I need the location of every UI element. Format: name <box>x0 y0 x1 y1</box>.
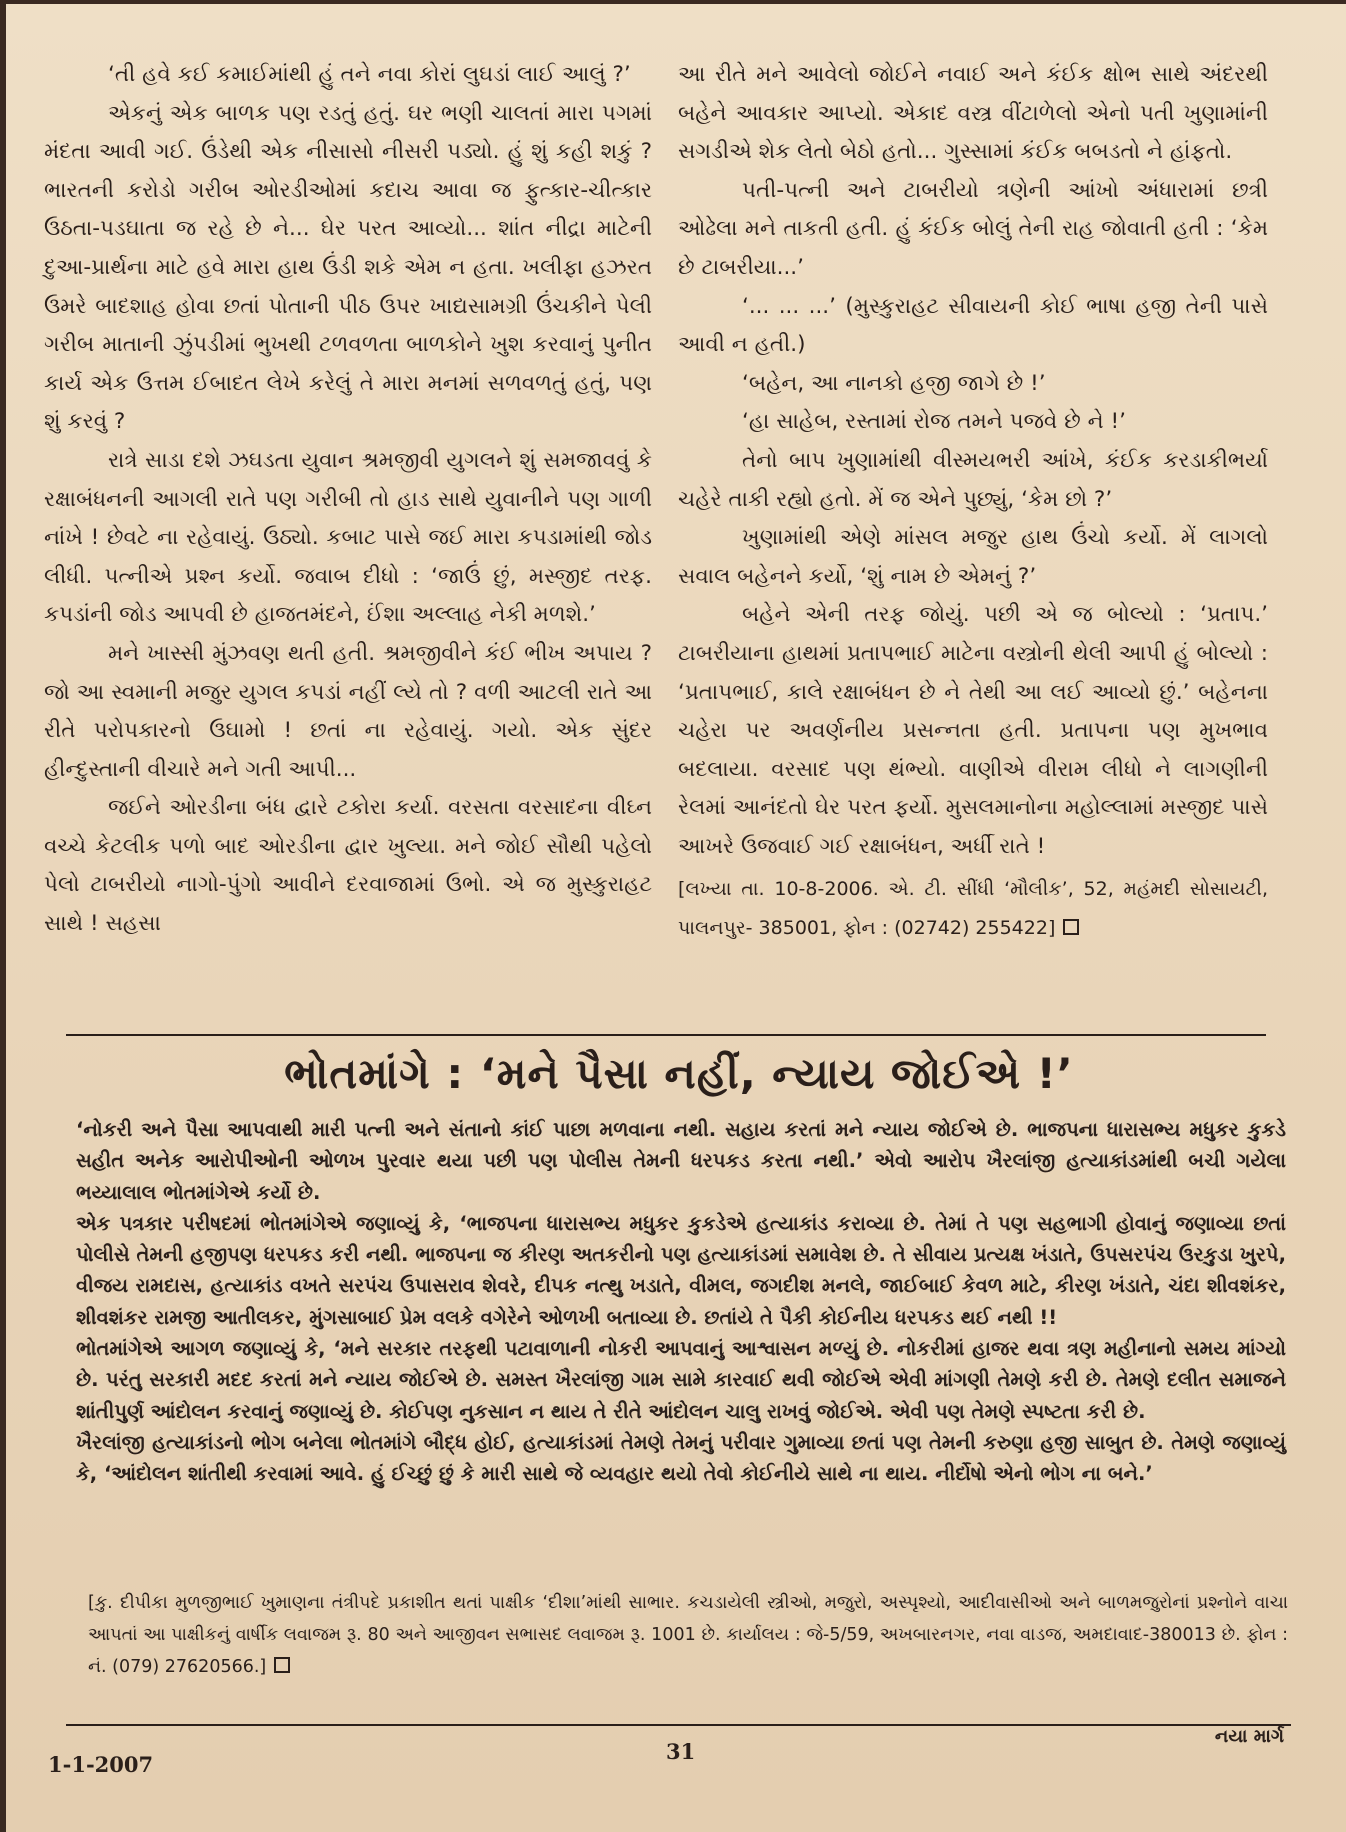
magazine-name: નયા માર્ગ <box>1214 1726 1284 1747</box>
news-credit <box>88 1587 1288 1683</box>
article-paragraph: ખુણામાંથી એણે માંસલ મજુર હાથ ઉંચો કર્યો. મેં લાગલો સવાલ બહેનને કર્યો, ‘શું નામ છે એમનું ?’ <box>678 525 1268 589</box>
page-number: 31 <box>666 1739 696 1764</box>
article-paragraph: એકનું એક બાળક પણ રડતું હતું. ઘર ભણી ચાલતાં મારા પગમાં મંદતા આવી ગઈ. ઉંડેથી એક નીસાસો નીસરી પડ્યો. હું શું કહી શકું ? ભારતની કરોડો ગરીબ ઓરડીઓમાં કદાચ આવા જ ફુત્કાર-ચીત્કાર ઉઠતા-પડઘાતા જ રહે છે ને... ઘેર પરત આવ્યો... શાંત નીદ્રા માટેની દુઆ-પ્રાર્થના માટે હવે મારા હાથ ઉંડી શકે એમ ન હતા. ખલીફા હઝરત ઉમરે બાદશાહ હોવા છતાં પોતાની પીઠ ઉપર ખાદ્યસામગ્રી ઉંચકીને પેલી ગરીબ માતાની ઝુંપડીમાં ભુખથી ટળવળતા બાળકોને ખુશ કરવાનું પુનીત કાર્ય એક ઉત્તમ ઈબાદત લેખે કરેલું તે મારા મનમાં સળવળતું હતું, પણ શું કરવું ? <box>44 100 652 435</box>
article-source <box>678 870 1268 947</box>
article-paragraph: તેનો બાપ ખુણામાંથી વીસ્મયભરી આંખે, કંઈક કરડાકીભર્યા ચહેરે તાકી રહ્યો હતો. મેં જ એને પુછ્યું, ‘કેમ છો ?’ <box>678 447 1268 512</box>
article-paragraph: મને ખાસ્સી મુંઝવણ થતી હતી. શ્રમજીવીને કંઈ ભીખ અપાય ? જો આ સ્વમાની મજુર યુગલ કપડાં નહીં લ્યે તો ? વળી આટલી રાતે આ રીતે પરોપકારનો ઉઘામો ! છતાં ના રહેવાયું. ગયો. એક સુંદર હીન્દુસ્તાની વીચારે મને ગતી આપી... <box>44 640 652 782</box>
article-paragraph: ‘... ... ...’ (મુસ્કુરાહટ સીવાયની કોઈ ભાષા હજી તેની પાસે આવી ન હતી.) <box>678 293 1268 358</box>
article-source-text: [લખ્યા તા. 10-8-2006. એ. ટી. સીંધી ‘મૌલીક’, 52, મહંમદી સોસાયટી, પાલનપુર- 385001, ફોન : (02742) 255422] <box>678 878 1268 940</box>
end-mark-icon <box>1063 919 1079 935</box>
news-headline: ભોતમાંગે : ‘મને પૈસા નહીં, ન્યાય જોઈએ !’ <box>284 1049 1074 1098</box>
section-divider <box>66 1034 1266 1036</box>
article-paragraph: બહેને એની તરફ જોયું. પછી એ જ બોલ્યો : ‘પ્રતાપ.’ ટાબરીયાના હાથમાં પ્રતાપભાઈ માટેના વસ્ત્રોની થેલી આપી હું બોલ્યો : ‘પ્રતાપભાઈ, કાલે રક્ષાબંધન છે ને તેથી આ લઈ આવ્યો છું.’ બહેનના ચહેરા પર અવર્ણનીય પ્રસન્નતા હતી. પ્રતાપના પણ મુખભાવ બદલાયા. વરસાદ પણ થંભ્યો. વાણીએ વીરામ લીધો ને લાગણીની રેલમાં આનંદતો ઘેર પરત ફર્યો. મુસલમાનોના મહોલ્લામાં મસ્જીદ પાસે આખરે ઉજવાઈ ગઈ રક્ષાબંધન, અર્ધી રાતે ! <box>678 602 1268 859</box>
article-paragraph: ‘બહેન, આ નાનકો હજી જાગે છે !’ <box>742 370 1046 396</box>
article-paragraph: જઈને ઓરડીના બંધ દ્વારે ટકોરા કર્યા. વરસતા વરસાદના વીઘ્ન વચ્ચે કેટલીક પળો બાદ ઓરડીના દ્વાર ખુલ્યા. મને જોઈ સૌથી પહેલો પેલો ટાબરીયો નાગો-પુંગો આવીને દરવાજામાં ઉભો. એ જ મુસ્કુરાહટ સાથે ! સહસા <box>44 795 652 937</box>
article-paragraph: રાત્રે સાડા દશે ઝઘડતા યુવાન શ્રમજીવી યુગલને શું સમજાવવું કે રક્ષાબંધનની આગલી રાતે પણ ગરીબી તો હાડ સાથે યુવાનીને પણ ગાળી નાંખે ! છેવટે ના રહેવાયું. ઉઠ્યો. કબાટ પાસે જઈ મારા કપડામાંથી જોડ લીધી. પત્નીએ પ્રશ્ન કર્યો. જવાબ દીધો : ‘જાઉં છું, મસ્જીદ તરફ. કપડાંની જોડ આપવી છે હાજતમંદને, ઈંશા અલ્લાહ નેકી મળશે.’ <box>44 447 652 628</box>
article-paragraph: આ રીતે મને આવેલો જોઈને નવાઈ અને કંઈક ક્ષોભ સાથે અંદરથી બહેને આવકાર આપ્યો. એકાદ વસ્ત્ર વીંટાળેલો એનો પતી ખુણામાંની સગડીએ શેક લેતો બેઠો હતો... ગુસ્સામાં કંઈક બબડતો ને હાંફતો. <box>678 62 1268 165</box>
right-article-column <box>678 56 1268 948</box>
issue-date: 1-1-2007 <box>48 1752 154 1777</box>
news-body <box>76 1114 1286 1490</box>
end-mark-icon <box>274 1657 290 1673</box>
news-paragraph: ભોતમાંગેએ આગળ જણાવ્યું કે, ‘મને સરકાર તરફથી પટાવાળાની નોકરી આપવાનું આશ્વાસન મળ્યું છે. નોકરીમાં હાજર થવા ત્રણ મહીનાનો સમય માંગ્યો છે. પરંતુ સરકારી મદદ કરતાં મને ન્યાય જોઈએ છે. સમસ્ત ખૈરલાંજી ગામ સામે કારવાઈ થવી જોઈએ એવી માંગણી તેમણે કરી છે. તેમણે દલીત સમાજને શાંતીપુર્ણ આંદોલન કરવાનું જણાવ્યું છે. કોઈપણ નુકસાન ન થાય તે રીતે આંદોલન ચાલુ રાખવું જોઈએ. એવી પણ તેમણે સ્પષ્ટતા કરી છે. <box>76 1337 1286 1423</box>
news-paragraph: એક પત્રકાર પરીષદમાં ભોતમાંગેએ જણાવ્યું કે, ‘ભાજપના ધારાસભ્ય મધુકર કુકડેએ હત્યાકાંડ કરાવ્યા છે. તેમાં તે પણ સહભાગી હોવાનું જણાવ્યા છતાં પોલીસે તેમની હજીપણ ધરપકડ કરી નથી. ભાજપના જ કીરણ અતકરીનો પણ હત્યાકાંડમાં સમાવેશ છે. તે સીવાય પ્રત્યક્ષ ખંડાતે, ઉપસરપંચ ઉરકુડા ખુરપે, વીજય રામદાસ, હત્યાકાંડ વખતે સરપંચ ઉપાસરાવ શેવરે, દીપક નત્થુ ખડાતે, વીમલ, જગદીશ મનલે, જાઈબાઈ કેવળ માટે, કીરણ ખંડાતે, ચંદા શીવશંકર, શીવશંકર રામજી આતીલકર, મુંગસાબાઈ પ્રેમ વલકે વગેરેને ઓળખી બતાવ્યા છે. છતાંયે તે પૈકી કોઈનીય ધરપકડ થઈ નથી !! <box>76 1211 1286 1329</box>
article-paragraph: ‘હા સાહેબ, રસ્તામાં રોજ તમને પજવે છે ને !’ <box>742 409 1126 435</box>
article-paragraph: ‘તી હવે કઈ કમાઈમાંથી હું તને નવા કોરાં લુઘડાં લાઈ આલું ?’ <box>108 62 631 87</box>
news-paragraph: ‘નોકરી અને પૈસા આપવાથી મારી પત્ની અને સંતાનો કાંઈ પાછા મળવાના નથી. સહાય કરતાં મને ન્યાય જોઈએ છે. ભાજપના ધારાસભ્ય મધુકર કુકડે સહીત અનેક આરોપીઓની ઓળખ પુરવાર થયા પછી પણ પોલીસ તેમની ધરપકડ કરતા નથી.’ એવો આરોપ ખૈરલાંજી હત્યાકાંડમાંથી બચી ગયેલા ભય્યાલાલ ભોતમાંગેએ કર્યો છે. <box>76 1118 1287 1204</box>
left-article-column <box>44 56 652 944</box>
news-credit-text: [કુ. દીપીકા મુળજીભાઈ ખુમાણના તંત્રીપદે પ્રકાશીત થતાં પાક્ષીક ‘દીશા’માંથી સાભાર. કચડાયેલી સ્ત્રીઓ, મજુરો, અસ્પૃશ્યો, આદીવાસીઓ અને બાળમજુરોનાં પ્રશ્નોને વાચા આપતાં આ પાક્ષીકનું વાર્ષીક લવાજમ રૂ. 80 અને આજીવન સભાસદ લવાજમ રૂ. 1001 છે. કાર્યાલય : જે-5/59, અખબારનગર, નવા વાડજ, અમદાવાદ-380013 છે. ફોન : નં. (079) 27620566.] <box>88 1593 1288 1677</box>
news-paragraph: ખૈરલાંજી હત્યાકાંડનો ભોગ બનેલા ભોતમાંગે બૌદ્ધ હોઈ, હત્યાકાંડમાં તેમણે તેમનું પરીવાર ગુમાવ્યા છતાં પણ તેમની કરુણા હજી સાબુત છે. તેમણે જણાવ્યું કે, ‘આંદોલન શાંતીથી કરવામાં આવે. હું ઈચ્છું છું કે મારી સાથે જે વ્યવહાર થયો તેવો કોઈનીયે સાથે ના થાય. નીર્દોષો એનો ભોગ ના બને.’ <box>76 1430 1286 1486</box>
article-paragraph: પતી-પત્ની અને ટાબરીયો ત્રણેની આંખો અંધારામાં છત્રી ઓઢેલા મને તાકતી હતી. હું કંઈક બોલું તેની રાહ જોવાતી હતી : ‘કેમ છે ટાબરીયા...’ <box>678 177 1268 280</box>
footer-divider <box>66 1724 1291 1726</box>
